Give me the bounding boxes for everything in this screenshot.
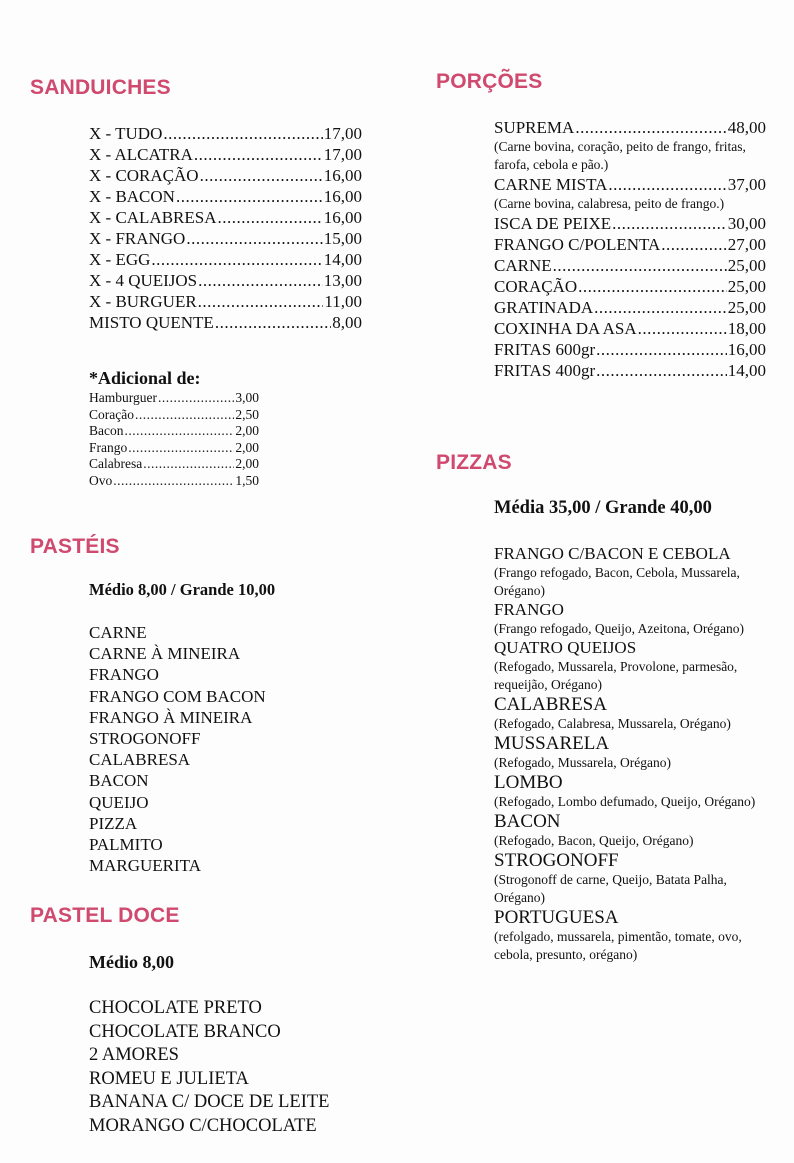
pizza-description: (Refogado, Mussarela, Provolone, parmesão, requeijão, Orégano) — [494, 659, 738, 692]
item-price: 3,00 — [235, 390, 259, 405]
item-name: MISTO QUENTE — [89, 313, 214, 332]
dot-leader — [186, 228, 322, 249]
list-item: MARGUERITA — [89, 856, 201, 876]
pizza-name: LOMBO — [494, 772, 563, 793]
pizza-name: FRANGO C/BACON E CEBOLA — [494, 544, 731, 563]
list-item: PIZZA — [89, 813, 138, 833]
item-name: Frango — [89, 439, 128, 455]
pizza-description: (Refogado, Lombo defumado, Queijo, Orégano) — [494, 794, 756, 809]
list-item: BANANA C/ DOCE DE LEITE — [89, 1092, 330, 1112]
item-name: X - EGG — [89, 250, 151, 269]
dot-leader — [594, 297, 727, 318]
price-row — [494, 234, 766, 255]
list-item: PALMITO — [89, 835, 163, 855]
list-item: 2 AMORES — [89, 1045, 179, 1065]
price-row — [494, 117, 766, 138]
price-row — [494, 339, 766, 360]
sanduiches-heading: SANDUICHES — [30, 76, 171, 99]
item-price: 25,00 — [727, 256, 766, 275]
dot-leader — [194, 144, 323, 165]
menu-item — [89, 291, 362, 312]
price-row — [494, 318, 766, 339]
dot-leader — [198, 291, 324, 312]
item-name: FRANGO C/POLENTA — [494, 235, 661, 254]
pasteis-sizes: Médio 8,00 / Grande 10,00 — [89, 580, 276, 599]
price-row — [494, 174, 766, 195]
item-name: SUPREMA — [494, 118, 575, 137]
item-name: CARNE — [494, 256, 552, 275]
item-price: 11,00 — [324, 292, 362, 311]
pizzas-list — [494, 544, 766, 964]
item-price: 25,00 — [727, 298, 766, 317]
menu-item — [494, 318, 766, 339]
menu-item — [494, 297, 766, 318]
list-item: BACON — [89, 771, 149, 791]
price-row — [494, 360, 766, 381]
porcoes-heading: PORÇÕES — [436, 70, 543, 93]
pizza-name: CALABRESA — [494, 694, 607, 715]
menu-item — [89, 312, 362, 333]
list-item: FRANGO À MINEIRA — [89, 707, 253, 727]
menu-item — [89, 186, 362, 207]
pizza-item — [494, 772, 766, 811]
menu-item — [89, 473, 259, 490]
pizza-item — [494, 544, 766, 600]
item-name: Ovo — [89, 472, 113, 488]
item-price: 37,00 — [727, 175, 766, 194]
item-name: X - 4 QUEIJOS — [89, 271, 198, 290]
item-price: 8,00 — [332, 313, 362, 332]
item-price: 48,00 — [727, 118, 766, 137]
menu-item — [494, 339, 766, 360]
item-price: 2,50 — [235, 406, 259, 422]
item-price: 17,00 — [323, 124, 362, 143]
item-name: Calabresa — [89, 456, 143, 472]
item-price: 27,00 — [727, 235, 766, 254]
menu-item — [89, 407, 259, 424]
list-item: FRANGO — [89, 665, 159, 685]
list-item: CARNE À MINEIRA — [89, 644, 241, 664]
sanduiches-list — [89, 123, 362, 333]
pizza-name: PORTUGUESA — [494, 907, 619, 928]
pastel-doce-heading: PASTEL DOCE — [30, 904, 180, 927]
list-item: STROGONOFF — [89, 729, 201, 749]
pizza-description: (Refogado, Calabresa, Mussarela, Orégano) — [494, 716, 731, 731]
item-price: 1,50 — [235, 472, 259, 488]
item-price: 16,00 — [727, 340, 766, 359]
item-name: FRITAS 400gr — [494, 361, 596, 380]
menu-item — [89, 123, 362, 144]
dot-leader — [215, 312, 331, 333]
item-price: 2,00 — [235, 439, 259, 455]
pizza-name: STROGONOFF — [494, 850, 619, 871]
dot-leader — [198, 270, 323, 291]
item-name: FRITAS 600gr — [494, 340, 596, 359]
menu-item — [89, 228, 362, 249]
item-price: 30,00 — [727, 214, 766, 233]
list-item: ROMEU E JULIETA — [89, 1068, 249, 1089]
dot-leader — [596, 360, 727, 381]
item-price: 2,00 — [235, 423, 259, 439]
pizza-item — [494, 811, 766, 850]
item-name: X - ALCATRA — [89, 145, 193, 164]
list-item: CHOCOLATE BRANCO — [89, 1021, 281, 1042]
dot-leader — [113, 473, 234, 490]
menu-item — [89, 440, 259, 457]
item-name: Bacon — [89, 423, 124, 439]
item-name: X - TUDO — [89, 124, 163, 143]
dot-leader — [125, 423, 235, 440]
pizza-name: BACON — [494, 811, 561, 832]
menu-item — [494, 174, 766, 213]
menu-item — [89, 456, 259, 473]
pizza-description: (Frango refogado, Queijo, Azeitona, Orégano) — [494, 621, 745, 636]
item-name: X - FRANGO — [89, 229, 186, 248]
pizza-item — [494, 694, 766, 733]
dot-leader — [218, 207, 323, 228]
item-price: 13,00 — [323, 271, 362, 290]
pizza-description: (Strogonoff de carne, Queijo, Batata Palha, Orégano) — [494, 872, 727, 905]
menu-item — [89, 423, 259, 440]
price-row — [494, 255, 766, 276]
adicional-title: *Adicional de: — [89, 368, 201, 388]
menu-item — [494, 117, 766, 174]
item-name: X - BURGUER — [89, 292, 197, 311]
list-item: CHOCOLATE PRETO — [89, 998, 262, 1018]
list-item: QUEIJO — [89, 792, 149, 812]
menu-item — [494, 234, 766, 255]
menu-item — [494, 276, 766, 297]
menu-item — [89, 270, 362, 291]
item-price: 16,00 — [323, 208, 362, 227]
dot-leader — [638, 318, 727, 339]
item-price: 2,00 — [235, 456, 259, 472]
adicional-list — [89, 390, 259, 490]
item-name: CORAÇÃO — [494, 277, 578, 296]
porcoes-list — [494, 117, 766, 381]
item-price: 17,00 — [323, 145, 362, 164]
dot-leader — [608, 174, 726, 195]
item-name: COXINHA DA ASA — [494, 319, 637, 338]
dot-leader — [151, 249, 322, 270]
pizza-item — [494, 638, 766, 694]
item-name: X - BACON — [89, 187, 175, 206]
menu-item — [494, 255, 766, 276]
list-item: CALABRESA — [89, 750, 191, 770]
dot-leader — [553, 255, 727, 276]
item-name: Hamburguer — [89, 390, 157, 405]
dot-leader — [143, 456, 234, 473]
list-item: CARNE — [89, 623, 147, 642]
item-name: CARNE MISTA — [494, 175, 608, 194]
dot-leader — [612, 213, 727, 234]
dot-leader — [596, 339, 727, 360]
pizza-item — [494, 733, 766, 772]
dot-leader — [158, 390, 234, 407]
menu-item — [494, 213, 766, 234]
item-description: (Carne bovina, coração, peito de frango, fritas, farofa, cebola e pão.) — [494, 139, 746, 172]
item-price: 14,00 — [727, 361, 766, 380]
dot-leader — [176, 186, 323, 207]
dot-leader — [200, 165, 323, 186]
menu-item — [494, 360, 766, 381]
item-name: ISCA DE PEIXE — [494, 214, 612, 233]
menu-item — [89, 390, 259, 407]
pizza-description: (Refogado, Bacon, Queijo, Orégano) — [494, 833, 694, 848]
pizza-item — [494, 600, 766, 638]
item-name: GRATINADA — [494, 298, 594, 317]
item-price: 15,00 — [323, 229, 362, 248]
menu-item — [89, 207, 362, 228]
pizzas-heading: PIZZAS — [436, 451, 512, 474]
price-row — [494, 276, 766, 297]
item-name: X - CORAÇÃO — [89, 166, 199, 185]
dot-leader — [661, 234, 726, 255]
pizza-description: (refolgado, mussarela, pimentão, tomate, ovo, cebola, presunto, orégano) — [494, 929, 742, 962]
dot-leader — [163, 123, 322, 144]
item-name: X - CALABRESA — [89, 208, 217, 227]
item-price: 16,00 — [323, 166, 362, 185]
dot-leader — [575, 117, 726, 138]
dot-leader — [135, 407, 234, 424]
item-name: Coração — [89, 406, 134, 422]
dot-leader — [578, 276, 727, 297]
item-description: (Carne bovina, calabresa, peito de frango.) — [494, 196, 725, 211]
item-price: 18,00 — [727, 319, 766, 338]
pizza-item — [494, 850, 766, 907]
list-item: FRANGO COM BACON — [89, 686, 266, 706]
list-item: MORANGO C/CHOCOLATE — [89, 1115, 317, 1136]
pastel-doce-list — [89, 997, 329, 1138]
menu-item — [89, 144, 362, 165]
pastel-doce-sizes: Médio 8,00 — [89, 952, 174, 972]
pizza-name: FRANGO — [494, 600, 564, 619]
price-row — [494, 297, 766, 318]
pasteis-heading: PASTÉIS — [30, 535, 120, 558]
price-row — [494, 213, 766, 234]
item-price: 25,00 — [727, 277, 766, 296]
item-price: 16,00 — [323, 187, 362, 206]
item-price: 14,00 — [323, 250, 362, 269]
pizza-name: QUATRO QUEIJOS — [494, 638, 637, 657]
pizzas-sizes: Média 35,00 / Grande 40,00 — [494, 498, 712, 518]
menu-item — [89, 249, 362, 270]
pasteis-list — [89, 622, 266, 876]
pizza-item — [494, 907, 766, 964]
pizza-description: (Frango refogado, Bacon, Cebola, Mussarela, Orégano) — [494, 565, 740, 598]
menu-item — [89, 165, 362, 186]
pizza-name: MUSSARELA — [494, 733, 610, 754]
pizza-description: (Refogado, Mussarela, Orégano) — [494, 755, 671, 770]
dot-leader — [128, 440, 234, 457]
